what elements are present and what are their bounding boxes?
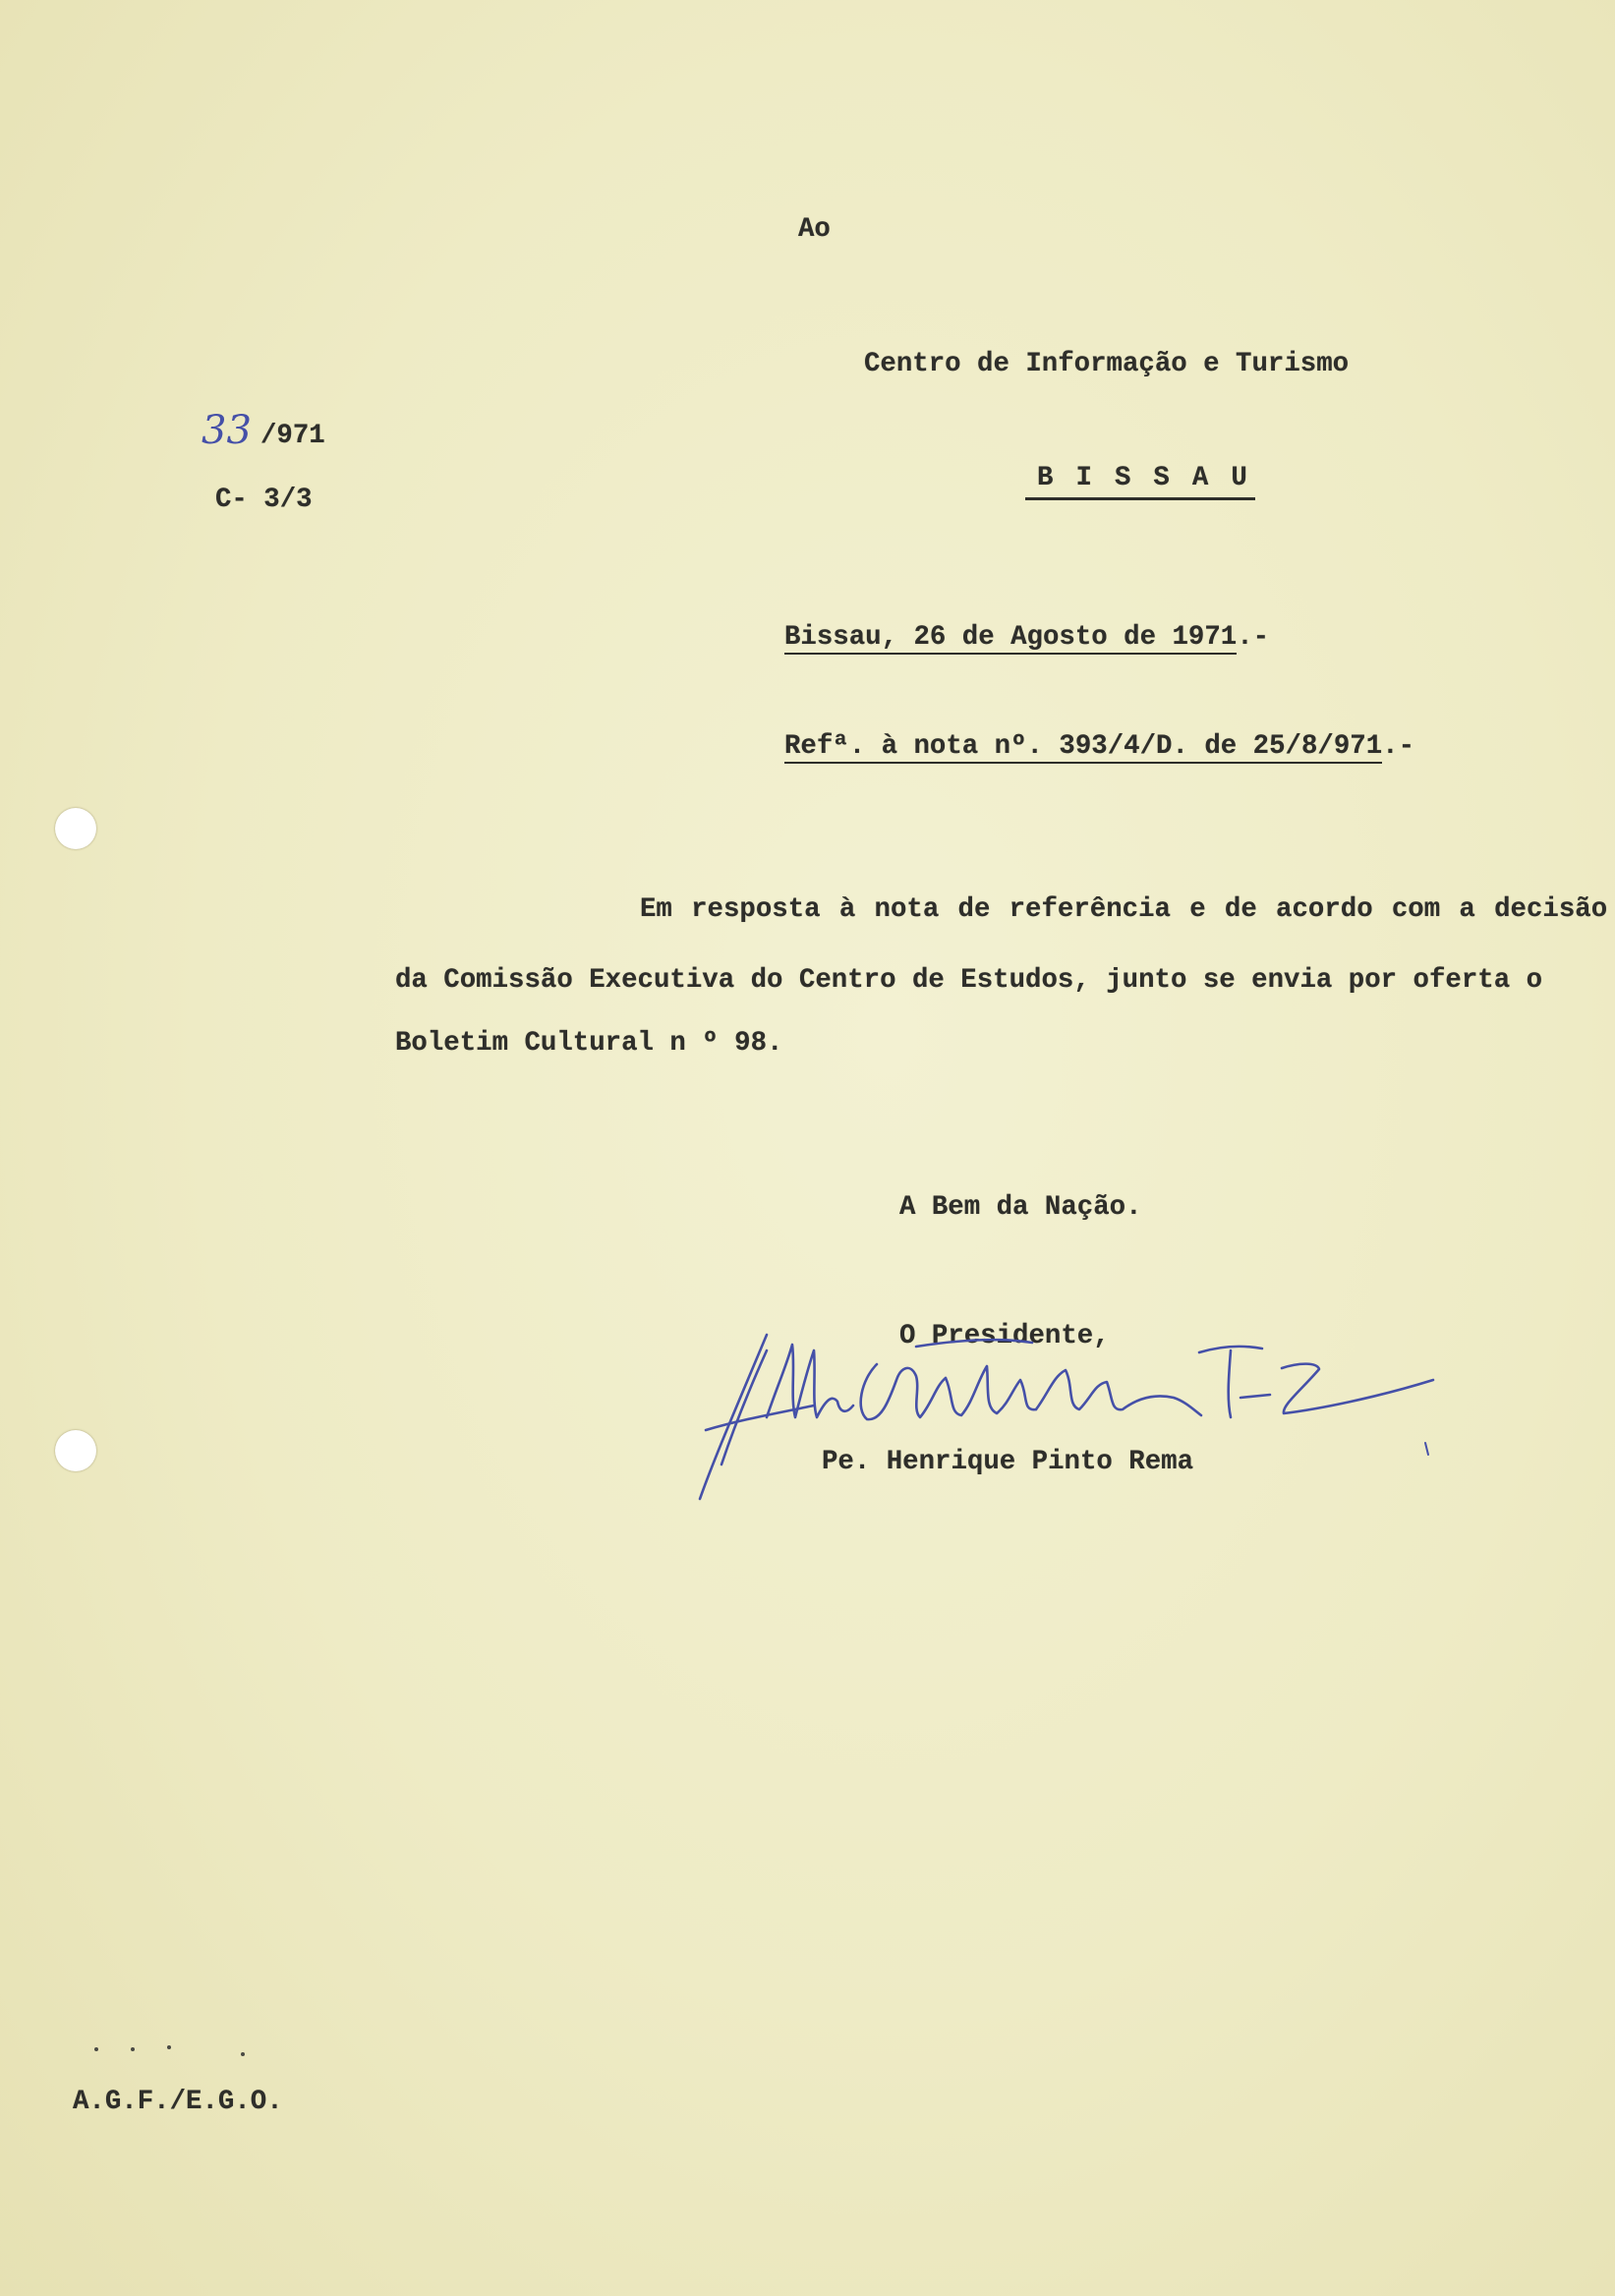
signature-stroke (1036, 1370, 1201, 1415)
signature-stroke (861, 1364, 946, 1419)
signature-stroke (1425, 1443, 1428, 1455)
body-line-2: da Comissão Executiva do Centro de Estudos, junto se envia por oferta o (395, 965, 1543, 996)
file-code: C- 3/3 (215, 485, 313, 515)
ink-dot (167, 2045, 171, 2049)
date-text: Bissau, 26 de Agosto de 1971 (784, 622, 1238, 653)
addressee-city: B I S S A U (1025, 465, 1255, 500)
handwritten-signature (688, 1307, 1445, 1514)
reference-line (784, 733, 1414, 760)
signature-stroke (721, 1350, 767, 1464)
ink-dot (131, 2047, 135, 2051)
signature-stroke (946, 1366, 1036, 1415)
reference-suffix: .- (1382, 731, 1415, 762)
addressee-prefix: Ao (798, 214, 831, 245)
signatory-name: Pe. Henrique Pinto Rema (822, 1447, 1194, 1477)
signature-stroke (1282, 1364, 1433, 1413)
file-number-handwritten: 33 (202, 408, 252, 453)
signature-stroke (916, 1340, 1032, 1347)
date-suffix: .- (1237, 622, 1270, 653)
date-line (784, 624, 1269, 651)
closing-salutation: A Bem da Nação. (899, 1192, 1142, 1223)
ink-dot (241, 2052, 245, 2056)
body-line-3: Boletim Cultural n º 98. (395, 1028, 783, 1059)
signatory-title: O Presidente, (899, 1321, 1110, 1351)
punch-hole-icon (55, 1430, 96, 1471)
signature-stroke (1229, 1350, 1231, 1417)
file-number-typed: /971 (260, 421, 325, 451)
reference-text: Refª. à nota nº. 393/4/D. de 25/8/971 (784, 731, 1383, 762)
signature-stroke (1240, 1395, 1270, 1398)
addressee-name: Centro de Informação e Turismo (864, 349, 1350, 379)
ink-dot (94, 2047, 98, 2051)
body-line-1: Em resposta à nota de referência e de acordo com a decisão (640, 894, 1608, 925)
punch-hole-icon (55, 808, 96, 849)
typist-initials: A.G.F./E.G.O. (73, 2087, 283, 2117)
